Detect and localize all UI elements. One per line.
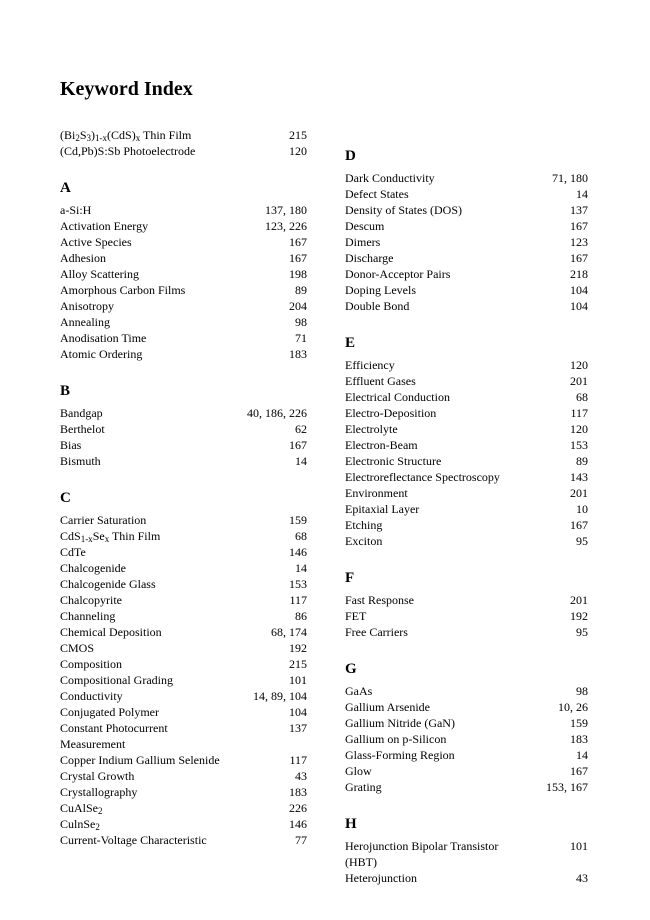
entry-pages: 43 (295, 769, 307, 783)
index-entry (60, 202, 307, 218)
entry-term: Bismuth (60, 454, 101, 468)
entry-pages: 159 (570, 716, 588, 730)
entry-pages: 62 (295, 422, 307, 436)
entry-term: Etching (345, 518, 383, 532)
entry-pages: 95 (576, 534, 588, 548)
entry-term: Glass-Forming Region (345, 748, 455, 762)
entry-pages: 120 (289, 144, 307, 158)
entry-pages: 198 (289, 267, 307, 281)
index-entry (345, 266, 588, 282)
entry-term: Adhesion (60, 251, 106, 265)
entry-term: CulnSe$_2$ (60, 817, 100, 832)
index-entry (345, 250, 588, 266)
entry-pages: 68, 174 (271, 625, 307, 639)
index-entry (60, 608, 307, 624)
index-section-b (60, 382, 307, 469)
entry-term: GaAs (345, 684, 373, 698)
entry-term: Alloy Scattering (60, 267, 139, 281)
index-entry (345, 234, 588, 250)
entry-pages: 86 (295, 609, 307, 623)
entry-term: Density of States (DOS) (345, 203, 462, 217)
index-entry (60, 768, 307, 784)
entry-pages: 167 (289, 235, 307, 249)
entry-pages: 201 (570, 486, 588, 500)
page-title: Keyword Index (60, 78, 193, 100)
index-section-d (345, 147, 588, 314)
entry-pages: 120 (570, 422, 588, 436)
entry-term: Donor-Acceptor Pairs (345, 267, 451, 281)
entry-pages: 183 (570, 732, 588, 746)
index-entry (345, 870, 588, 886)
entry-term: Heterojunction (345, 871, 417, 885)
entry-term: Activation Energy (60, 219, 149, 233)
entry-pages: 98 (576, 684, 588, 698)
entry-term: Channeling (60, 609, 116, 623)
index-entry (345, 699, 588, 715)
entry-pages: 89 (576, 454, 588, 468)
entry-pages: 143 (570, 470, 588, 484)
index-entry (60, 720, 307, 752)
entry-pages: 192 (289, 641, 307, 655)
index-columns (60, 127, 588, 886)
entry-pages: 153, 167 (546, 780, 588, 794)
index-entry (60, 453, 307, 469)
index-entry (60, 544, 307, 560)
index-entry (60, 218, 307, 234)
index-section-c (60, 489, 307, 848)
index-entry (60, 592, 307, 608)
entry-term: Electrolyte (345, 422, 398, 436)
entry-term: Compositional Grading (60, 673, 173, 687)
entry-term: Epitaxial Layer (345, 502, 420, 516)
index-section-a (60, 179, 307, 362)
index-entry (345, 421, 588, 437)
entry-term: Environment (345, 486, 408, 500)
section-header: C (60, 490, 71, 506)
section-header: A (60, 180, 71, 196)
entry-term: Descum (345, 219, 385, 233)
index-section-e (345, 334, 588, 549)
entry-term: Grating (345, 780, 382, 794)
entry-term: (Cd,Pb)S:Sb Photoelectrode (60, 144, 196, 158)
index-entry (345, 763, 588, 779)
entry-term: Conjugated Polymer (60, 705, 159, 719)
index-entry (60, 800, 307, 816)
index-entry (60, 640, 307, 656)
entry-pages: 167 (570, 219, 588, 233)
entry-pages: 167 (570, 764, 588, 778)
entry-pages: 14 (576, 187, 588, 201)
entry-term: Crystallography (60, 785, 138, 799)
entry-term: Chalcogenide (60, 561, 126, 575)
entry-term: Copper Indium Gallium Selenide (60, 753, 220, 767)
index-entry (60, 421, 307, 437)
entry-term: a-Si:H (60, 203, 92, 217)
index-entry (60, 234, 307, 250)
entry-term: Effluent Gases (345, 374, 416, 388)
index-entry (345, 437, 588, 453)
index-entry (60, 560, 307, 576)
index-entry (345, 218, 588, 234)
index-entry (345, 298, 588, 314)
index-entry (345, 838, 588, 870)
index-entry (60, 512, 307, 528)
entry-term: Electron-Beam (345, 438, 418, 452)
entry-term: Fast Response (345, 593, 414, 607)
entry-term: Chalcopyrite (60, 593, 122, 607)
index-entry (60, 437, 307, 453)
index-entry (345, 624, 588, 640)
entry-pages: 43 (576, 871, 588, 885)
entry-pages: 146 (289, 817, 307, 831)
entry-term: Electrical Conduction (345, 390, 450, 404)
entry-term: FET (345, 609, 367, 623)
entry-pages: 77 (295, 833, 307, 847)
index-entry (345, 533, 588, 549)
entry-pages: 146 (289, 545, 307, 559)
entry-term: Gallium on p-Silicon (345, 732, 447, 746)
entry-pages: 71 (295, 331, 307, 345)
entry-pages: 120 (570, 358, 588, 372)
entry-term: Composition (60, 657, 123, 671)
index-entry (60, 672, 307, 688)
index-entry (345, 170, 588, 186)
index-section-g (345, 660, 588, 795)
entry-pages: 153 (289, 577, 307, 591)
index-entry (345, 608, 588, 624)
entry-term: Crystal Growth (60, 769, 135, 783)
entry-pages: 101 (570, 839, 588, 853)
index-entry (60, 816, 307, 832)
entry-term: $(Bi_2S_3)_{1-x}(CdS)_x$ Thin Film (60, 128, 192, 143)
index-entry (60, 832, 307, 848)
entry-pages: 14 (295, 454, 307, 468)
entry-term: Double Bond (345, 299, 410, 313)
entry-term: Free Carriers (345, 625, 408, 639)
entry-pages: 40, 186, 226 (247, 406, 307, 420)
index-entry (60, 624, 307, 640)
entry-term: Herojunction Bipolar Transistor (HBT) (345, 839, 499, 869)
entry-pages: 101 (289, 673, 307, 687)
index-entry (345, 485, 588, 501)
index-entry (60, 314, 307, 330)
entry-term: Electronic Structure (345, 454, 442, 468)
entry-pages: 201 (570, 593, 588, 607)
index-entry (345, 683, 588, 699)
section-header: G (345, 661, 357, 677)
entry-term: Amorphous Carbon Films (60, 283, 186, 297)
index-entry (60, 298, 307, 314)
entry-term: Chemical Deposition (60, 625, 162, 639)
entry-pages: 137 (570, 203, 588, 217)
entry-pages: 123, 226 (265, 219, 307, 233)
entry-pages: 10 (576, 502, 588, 516)
index-entry (345, 501, 588, 517)
entry-pages: 14 (295, 561, 307, 575)
entry-term: Active Species (60, 235, 132, 249)
entry-term: Berthelot (60, 422, 105, 436)
entry-term: Annealing (60, 315, 110, 329)
index-entry (60, 688, 307, 704)
section-header: B (60, 383, 71, 399)
entry-term: CuAlSe$_2$ (60, 801, 103, 816)
entry-term: Gallium Arsenide (345, 700, 430, 714)
index-entry (60, 266, 307, 282)
entry-term: Dark Conductivity (345, 171, 435, 185)
entry-pages: 137 (289, 721, 307, 735)
entry-pages: 204 (289, 299, 307, 313)
entry-term: Anisotropy (60, 299, 114, 313)
entry-pages: 167 (570, 251, 588, 265)
index-section-f (345, 569, 588, 640)
index-section-h (345, 815, 588, 886)
entry-pages: 117 (289, 753, 307, 767)
index-column-left (60, 127, 307, 848)
entry-pages: 183 (289, 347, 307, 361)
entry-pages: 153 (570, 438, 588, 452)
entry-pages: 68 (295, 529, 307, 543)
index-entry (60, 282, 307, 298)
index-entry (345, 592, 588, 608)
index-entry (60, 127, 307, 143)
entry-pages: 98 (295, 315, 307, 329)
entry-term: Gallium Nitride (GaN) (345, 716, 455, 730)
index-entry (60, 143, 307, 159)
index-entry (60, 250, 307, 266)
entry-pages: 167 (289, 438, 307, 452)
index-entry (345, 357, 588, 373)
entry-pages: 218 (570, 267, 588, 281)
index-entry (60, 576, 307, 592)
index-entry (345, 517, 588, 533)
index-column-right (345, 127, 588, 886)
entry-term: Current-Voltage Characteristic (60, 833, 207, 847)
entry-pages: 167 (289, 251, 307, 265)
entry-pages: 201 (570, 374, 588, 388)
entry-pages: 183 (289, 785, 307, 799)
entry-term: Doping Levels (345, 283, 416, 297)
index-entry (345, 469, 588, 485)
entry-pages: 14, 89, 104 (253, 689, 307, 703)
index-entry (345, 453, 588, 469)
entry-pages: 137, 180 (265, 203, 307, 217)
entry-pages: 167 (570, 518, 588, 532)
entry-pages: 104 (289, 705, 307, 719)
index-entry (345, 715, 588, 731)
entry-term: Carrier Saturation (60, 513, 147, 527)
entry-term: Defect States (345, 187, 409, 201)
entry-pages: 95 (576, 625, 588, 639)
index-entry (60, 752, 307, 768)
entry-pages: 10, 26 (558, 700, 588, 714)
entry-term: Constant Photocurrent Measurement (60, 721, 168, 751)
entry-pages: 117 (289, 593, 307, 607)
entry-pages: 14 (576, 748, 588, 762)
entry-term: Electro-Deposition (345, 406, 437, 420)
entry-pages: 192 (570, 609, 588, 623)
index-entry (345, 282, 588, 298)
entry-term: Discharge (345, 251, 394, 265)
entry-term: Dimers (345, 235, 381, 249)
section-header: E (345, 335, 356, 351)
entry-pages: 117 (570, 406, 588, 420)
entry-pages: 226 (289, 801, 307, 815)
index-entry (345, 731, 588, 747)
entry-pages: 215 (289, 128, 307, 142)
entry-pages: 71, 180 (552, 171, 588, 185)
entry-pages: 68 (576, 390, 588, 404)
entry-term: CdTe (60, 545, 86, 559)
index-entry (60, 784, 307, 800)
index-entry (345, 747, 588, 763)
index-entry (345, 405, 588, 421)
entry-term: Conductivity (60, 689, 123, 703)
index-entry (345, 373, 588, 389)
entry-term: Bandgap (60, 406, 103, 420)
section-header: F (345, 570, 355, 586)
entry-pages: 104 (570, 299, 588, 313)
index-entry (60, 346, 307, 362)
entry-term: $CdS_{1-x}Se_x$ Thin Film (60, 529, 161, 544)
index-entry (60, 704, 307, 720)
entry-pages: 89 (295, 283, 307, 297)
entry-pages: 159 (289, 513, 307, 527)
index-entry (60, 405, 307, 421)
index-entry (345, 186, 588, 202)
entry-term: Glow (345, 764, 372, 778)
entry-term: CMOS (60, 641, 95, 655)
entry-term: Bias (60, 438, 82, 452)
index-entry (60, 330, 307, 346)
section-header: H (345, 816, 357, 832)
entry-pages: 215 (289, 657, 307, 671)
index-entry (60, 656, 307, 672)
entry-term: Efficiency (345, 358, 395, 372)
entry-term: Electroreflectance Spectroscopy (345, 470, 500, 484)
index-entry (345, 779, 588, 795)
index-section-top (60, 127, 307, 159)
index-entry (60, 528, 307, 544)
section-header: D (345, 148, 356, 164)
entry-pages: 104 (570, 283, 588, 297)
index-entry (345, 202, 588, 218)
index-entry (345, 389, 588, 405)
entry-pages: 123 (570, 235, 588, 249)
entry-term: Anodisation Time (60, 331, 147, 345)
entry-term: Exciton (345, 534, 383, 548)
entry-term: Chalcogenide Glass (60, 577, 156, 591)
entry-term: Atomic Ordering (60, 347, 143, 361)
